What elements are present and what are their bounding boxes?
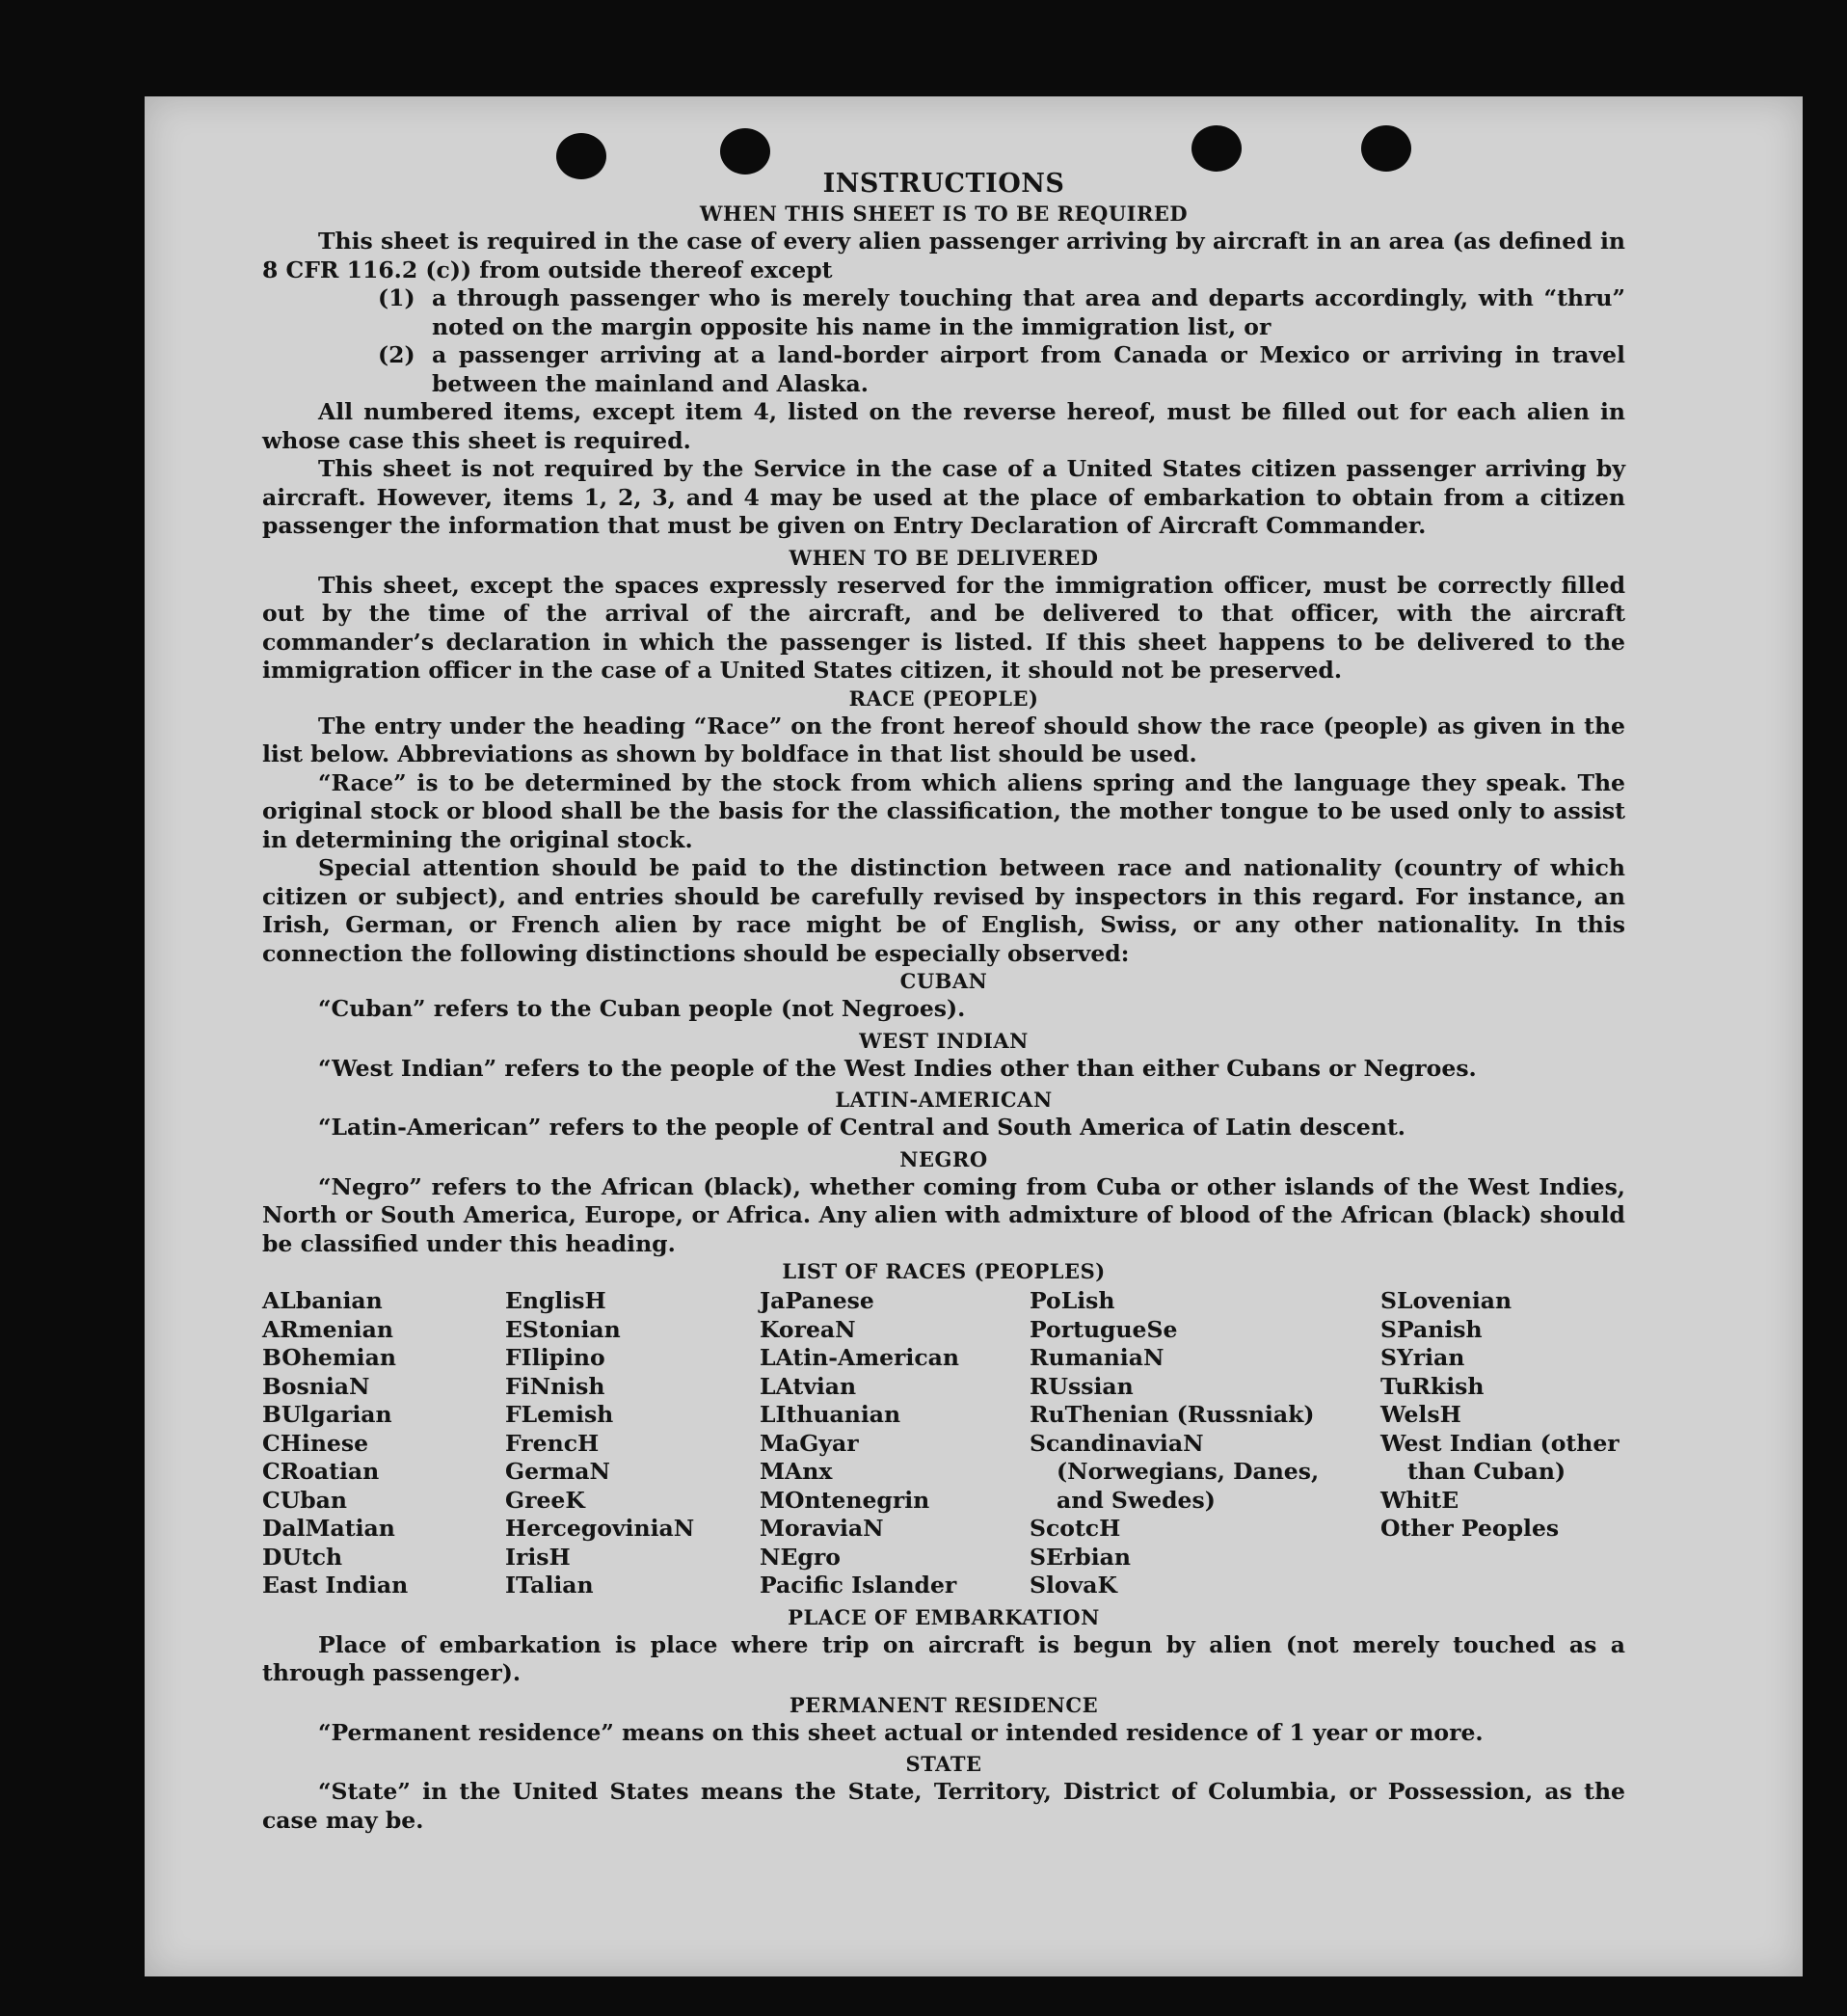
race-entry: CHinese bbox=[262, 1429, 369, 1457]
race-entry: MOntenegrin bbox=[760, 1486, 930, 1514]
race-entry: JaPanese bbox=[760, 1287, 874, 1314]
paragraph: This sheet is required in the case of every alien passenger arriving by aircraft in an area (as defined in 8 CFR 116.2 (c)) from outside thereof except bbox=[262, 228, 1625, 283]
race-entry: Other Peoples bbox=[1380, 1515, 1560, 1542]
race-entry: WelsH bbox=[1380, 1401, 1461, 1428]
item-text: a passenger arriving at a land-border airport from Canada or Mexico or arriving in travel between the mainland and Alaska. bbox=[432, 341, 1625, 397]
paragraph: “West Indian” refers to the people of the West Indies other than either Cubans or Negroes. bbox=[318, 1054, 1477, 1082]
paragraph: Special attention should be paid to the distinction between race and nationality (country of which citizen or subject), and entries should be carefully revised by inspectors in this regard. For instance, an Irish, German, or French alien by race might be of English, Swiss, or any other nationality. In this connection the following distinctions should be especially observed: bbox=[262, 854, 1625, 967]
race-entry: ScotcH bbox=[1030, 1515, 1121, 1542]
race-entry: HercegoviniaN bbox=[505, 1515, 695, 1542]
race-entry: FrencH bbox=[505, 1429, 600, 1457]
races-column bbox=[1030, 1287, 1380, 1600]
race-entry: WhitE bbox=[1380, 1486, 1459, 1514]
race-entry: ARmenian bbox=[262, 1315, 393, 1343]
race-entry: ITalian bbox=[505, 1572, 594, 1599]
item-text: a through passenger who is merely touching that area and departs accordingly, with “thru” noted on the margin opposite his name in the immigration list, or bbox=[432, 284, 1625, 340]
race-entry: TuRkish bbox=[1380, 1372, 1485, 1400]
race-entry: BosniaN bbox=[262, 1372, 370, 1400]
race-entry: EnglisH bbox=[505, 1287, 606, 1314]
list-item bbox=[378, 284, 1625, 341]
race-entry: BOhemian bbox=[262, 1344, 396, 1371]
punch-hole bbox=[1191, 125, 1242, 172]
paragraph: “Race” is to be determined by the stock from which aliens spring and the language they speak. The original stock or blood shall be the basis for the classification, the mother tongue to be used only to assist in determining the original stock. bbox=[262, 768, 1625, 853]
race-entry: MaGyar bbox=[760, 1429, 859, 1457]
heading-place-of-embarkation: PLACE OF EMBARKATION bbox=[788, 1604, 1100, 1629]
race-entry: LAtin-American bbox=[760, 1344, 959, 1371]
race-entry: PoLish bbox=[1030, 1287, 1115, 1314]
heading-when-required: WHEN THIS SHEET IS TO BE REQUIRED bbox=[699, 202, 1189, 226]
race-entry: GermaN bbox=[505, 1458, 610, 1485]
race-entry: SPanish bbox=[1380, 1315, 1483, 1343]
race-entry: RuThenian (Russniak) bbox=[1030, 1401, 1315, 1428]
heading-list-of-races: LIST OF RACES (PEOPLES) bbox=[782, 1259, 1106, 1283]
race-entry: BUlgarian bbox=[262, 1401, 392, 1428]
paragraph: This sheet is not required by the Service in the case of a United States citizen passenger arriving by aircraft. However, items 1, 2, 3, and 4 may be used at the place of embarkation to obtain from a citizen passenger the information that must be given on Entry Declaration of Aircraft Commander. bbox=[262, 455, 1625, 539]
races-column bbox=[262, 1287, 505, 1600]
item-number: (1) bbox=[378, 284, 415, 311]
heading-latin-american: LATIN-AMERICAN bbox=[835, 1088, 1053, 1112]
race-entry: ScandinaviaN (Norwegians, Danes, and Swedes) bbox=[1030, 1429, 1320, 1514]
document-sheet bbox=[145, 96, 1803, 1976]
paragraph: The entry under the heading “Race” on the front hereof should show the race (people) as given in the list below. Abbreviations as shown by boldface in that list should be used. bbox=[262, 712, 1625, 767]
paragraph: “Permanent residence” means on this sheet actual or intended residence of 1 year or more. bbox=[318, 1718, 1484, 1746]
race-entry: FIlipino bbox=[505, 1344, 605, 1371]
race-entry: CUban bbox=[262, 1486, 347, 1514]
race-entry: RumaniaN bbox=[1030, 1344, 1164, 1371]
race-entry: DalMatian bbox=[262, 1515, 395, 1542]
paragraph: This sheet, except the spaces expressly reserved for the immigration officer, must be correctly filled out by the time of the arrival of the aircraft, and be delivered to that officer, with the aircraft commander’s declaration in which the passenger is listed. If this sheet happens to be delivered to the immigration officer in the case of a United States citizen, it should not be preserved. bbox=[262, 571, 1625, 684]
races-list bbox=[262, 1287, 1625, 1600]
race-entry: SLovenian bbox=[1380, 1287, 1512, 1314]
race-entry: ALbanian bbox=[262, 1287, 383, 1314]
races-column bbox=[1380, 1287, 1625, 1600]
race-entry: Pacific Islander bbox=[760, 1572, 957, 1599]
heading-negro: NEGRO bbox=[899, 1146, 988, 1171]
heading-state: STATE bbox=[905, 1752, 982, 1776]
race-entry: West Indian (other than Cuban) bbox=[1380, 1429, 1619, 1485]
instructions-content bbox=[262, 168, 1625, 1835]
race-entry: PortugueSe bbox=[1030, 1315, 1178, 1343]
race-entry: IrisH bbox=[505, 1543, 571, 1571]
race-entry: MAnx bbox=[760, 1458, 833, 1485]
heading-west-indian: WEST INDIAN bbox=[859, 1028, 1029, 1053]
paragraph: Place of embarkation is place where trip on aircraft is begun by alien (not merely touched as a through passenger). bbox=[262, 1630, 1625, 1686]
race-entry: NEgro bbox=[760, 1543, 841, 1571]
heading-permanent-residence: PERMANENT RESIDENCE bbox=[789, 1692, 1099, 1717]
paragraph: All numbered items, except item 4, listed on the reverse hereof, must be filled out for each alien in whose case this sheet is required. bbox=[262, 398, 1625, 454]
race-entry: EStonian bbox=[505, 1315, 621, 1343]
race-entry: FiNnish bbox=[505, 1372, 605, 1400]
race-entry: CRoatian bbox=[262, 1458, 380, 1485]
race-entry: RUssian bbox=[1030, 1372, 1134, 1400]
race-entry: SYrian bbox=[1380, 1344, 1465, 1371]
race-entry: KoreaN bbox=[760, 1315, 856, 1343]
heading-when-delivered: WHEN TO BE DELIVERED bbox=[789, 545, 1099, 570]
paragraph: “Negro” refers to the African (black), whether coming from Cuba or other islands of the West Indies, North or South America, Europe, or Africa. Any alien with admixture of blood of the African (black) should be classified under this heading. bbox=[262, 1172, 1625, 1257]
paragraph: “Latin-American” refers to the people of Central and South America of Latin descent. bbox=[318, 1114, 1405, 1141]
list-item bbox=[378, 341, 1625, 398]
race-entry: MoraviaN bbox=[760, 1515, 884, 1542]
race-entry: GreeK bbox=[505, 1486, 585, 1514]
paragraph: “State” in the United States means the State, Territory, District of Columbia, or Possession, as the case may be. bbox=[262, 1778, 1625, 1834]
race-entry: DUtch bbox=[262, 1543, 343, 1571]
race-entry: SErbian bbox=[1030, 1543, 1131, 1571]
page-title: INSTRUCTIONS bbox=[822, 169, 1065, 199]
punch-hole bbox=[1361, 125, 1411, 172]
race-entry: LAtvian bbox=[760, 1372, 857, 1400]
races-column bbox=[760, 1287, 1030, 1600]
race-entry: LIthuanian bbox=[760, 1401, 901, 1428]
race-entry: East Indian bbox=[262, 1572, 409, 1599]
race-entry: FLemish bbox=[505, 1401, 614, 1428]
heading-cuban: CUBAN bbox=[899, 969, 988, 993]
paragraph: “Cuban” refers to the Cuban people (not Negroes). bbox=[318, 995, 966, 1022]
races-column bbox=[505, 1287, 760, 1600]
race-entry: SlovaK bbox=[1030, 1572, 1117, 1599]
heading-race: RACE (PEOPLE) bbox=[848, 685, 1039, 711]
item-number: (2) bbox=[378, 341, 415, 368]
